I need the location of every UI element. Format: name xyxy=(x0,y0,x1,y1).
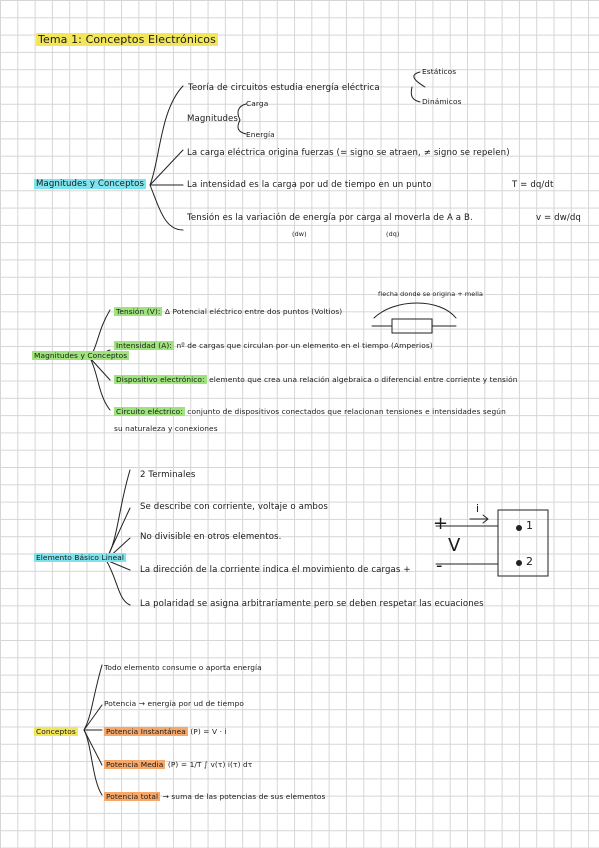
resistor-arc xyxy=(374,303,456,318)
s2-tension: Tensión (V): Δ Potencial eléctrico entre dos puntos (Voltios) xyxy=(116,307,343,316)
s1-dq: (dq) xyxy=(386,230,400,238)
s4-root: Conceptos xyxy=(36,727,76,736)
diagram-v: V xyxy=(448,535,461,556)
s1-teoria: Teoría de circuitos estudia energía eléctrica xyxy=(188,83,380,93)
brace-s4-mid xyxy=(84,705,102,765)
current-arrow xyxy=(470,515,488,523)
diagram-t1: 1 xyxy=(526,519,534,532)
s1-dw: (dw) xyxy=(292,230,307,238)
s3-b3: No divisible en otros elementos. xyxy=(140,532,282,542)
page-title: Tema 1: Conceptos Electrónicos xyxy=(38,33,216,46)
diagram-i: i xyxy=(476,502,480,515)
s3-b4: La dirección de la corriente indica el movimiento de cargas + xyxy=(140,565,411,575)
s2-intensidad: Intensidad (A): nº de cargas que circulan por un elemento en el tiempo (Amperios) xyxy=(116,341,433,350)
s1-magnitudes: Magnitudes xyxy=(187,114,239,124)
resistor-body xyxy=(392,319,432,333)
s3-b1: 2 Terminales xyxy=(140,470,196,480)
s4-b1: Todo elemento consume o aporta energía xyxy=(104,663,262,672)
diagram-plus: + xyxy=(433,513,449,534)
s1-carga-fuerzas: La carga eléctrica origina fuerzas (= signo se atraen, ≠ signo se repelen) xyxy=(187,148,510,158)
terminal-dot-2 xyxy=(516,560,522,566)
s1-tension: Tensión es la variación de energía por carga al moverla de A a B. xyxy=(187,213,473,223)
s4-b2: Potencia → energía por ud de tiempo xyxy=(104,699,245,708)
s1-intensidad: La intensidad es la carga por ud de tiempo en un punto xyxy=(187,180,432,190)
s1-estaticos: Estáticos xyxy=(422,67,457,76)
s2-circuito: Circuito eléctrico: conjunto de dispositivos conectados que relacionan tensiones e intensidades según su naturaleza y conexiones xyxy=(114,407,506,433)
s4-b3: Potencia Instantánea (P) = V · i xyxy=(106,727,227,736)
s1-root: Magnitudes y Conceptos xyxy=(36,179,145,189)
diagram-box xyxy=(498,510,548,576)
s4-b4: Potencia Media (P) = 1/T ∫ v(τ) i(τ) dτ xyxy=(106,760,253,769)
diagram-t2: 2 xyxy=(526,555,534,568)
s2-flecha: flecha donde se origina + mella xyxy=(378,290,484,298)
s1-dinamicos: Dinámicos xyxy=(422,97,462,106)
brace-s3 xyxy=(106,470,130,605)
s3-b2: Se describe con corriente, voltaje o ambos xyxy=(140,502,328,512)
s1-tension-formula: v = dw/dq xyxy=(536,213,581,223)
s4-b5: Potencia total → suma de las potencias de sus elementos xyxy=(106,792,326,801)
s3-root: Elemento Básico Lineal xyxy=(36,553,125,562)
brace-magnitudes xyxy=(238,104,246,134)
s1-carga: Carga xyxy=(246,99,269,108)
s1-intensidad-formula: T = dq/dt xyxy=(512,180,554,190)
diagram-minus: - xyxy=(436,555,443,576)
terminal-dot-1 xyxy=(516,525,522,531)
s3-b5: La polaridad se asigna arbitrariamente pero se deben respetar las ecuaciones xyxy=(140,599,484,609)
s2-dispositivo: Dispositivo electrónico: elemento que crea una relación algebraica o diferencial entre corriente y tensión xyxy=(116,375,518,384)
brace-s1 xyxy=(150,86,183,230)
s2-root: Magnitudes y Conceptos xyxy=(34,351,128,360)
s1-energia: Energía xyxy=(246,130,275,139)
